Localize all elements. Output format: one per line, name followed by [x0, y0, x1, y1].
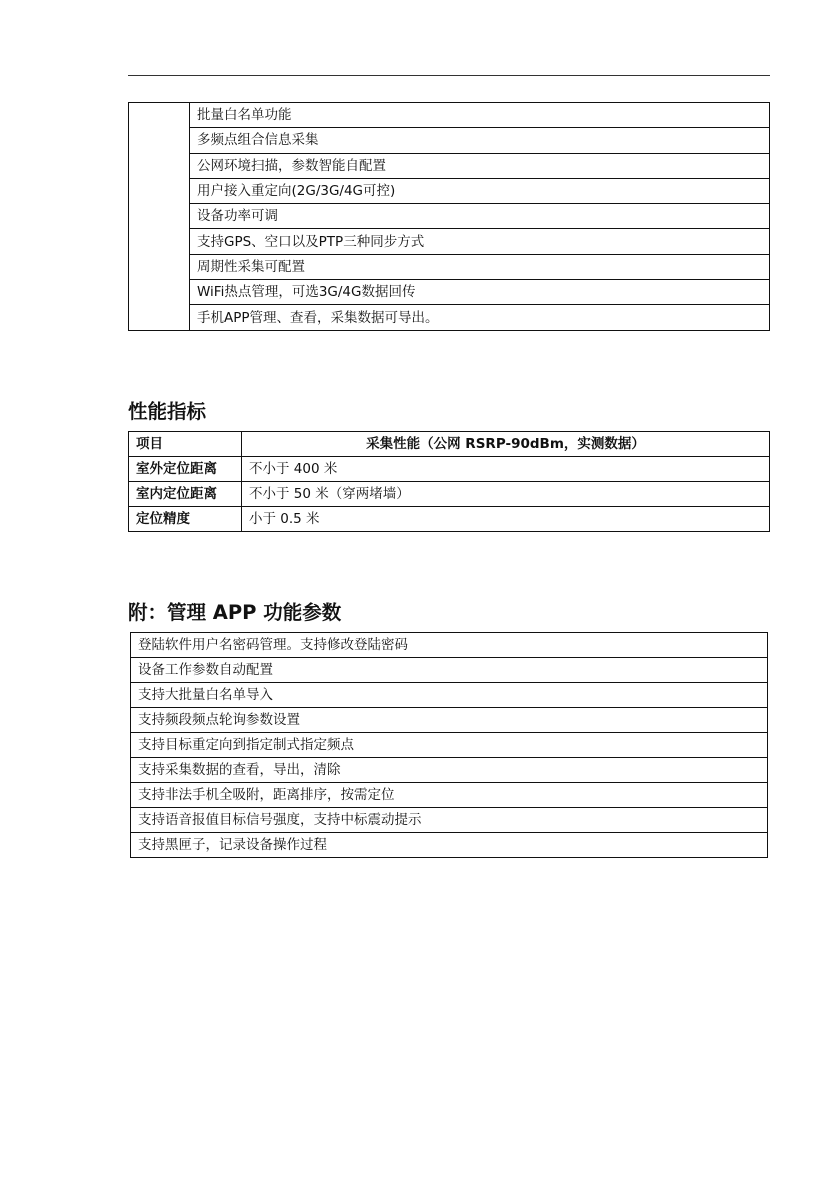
app-param-cell: 支持黑匣子，记录设备操作过程 — [131, 833, 768, 858]
table-row — [131, 658, 768, 683]
table-row — [131, 783, 768, 808]
table-row — [131, 633, 768, 658]
app-params-heading: 附：管理 APP 功能参数 — [128, 601, 342, 624]
app-param-cell: 支持采集数据的查看，导出，清除 — [131, 758, 768, 783]
performance-table — [128, 431, 770, 532]
table-row — [129, 507, 770, 532]
header-cell-performance: 采集性能（公网 RSRP-90dBm，实测数据） — [242, 432, 770, 457]
performance-heading: 性能指标 — [128, 400, 207, 423]
table-row — [129, 204, 770, 229]
metric-label: 室外定位距离 — [129, 457, 242, 482]
table-row — [129, 229, 770, 254]
feature-cell: WiFi热点管理，可选3G/4G数据回传 — [190, 280, 770, 305]
table-row — [129, 153, 770, 178]
table-row — [131, 758, 768, 783]
app-param-cell: 支持频段频点轮询参数设置 — [131, 708, 768, 733]
feature-cell: 多频点组合信息采集 — [190, 128, 770, 153]
feature-cell: 支持GPS、空口以及PTP三种同步方式 — [190, 229, 770, 254]
blank-merged-cell — [129, 103, 190, 331]
feature-cell: 周期性采集可配置 — [190, 254, 770, 279]
header-rule — [128, 75, 770, 76]
metric-value: 不小于 400 米 — [242, 457, 770, 482]
feature-cell: 设备功率可调 — [190, 204, 770, 229]
app-param-cell: 支持语音报值目标信号强度，支持中标震动提示 — [131, 808, 768, 833]
metric-label: 定位精度 — [129, 507, 242, 532]
metric-value: 不小于 50 米（穿两堵墙） — [242, 482, 770, 507]
table-row — [131, 833, 768, 858]
table-row — [131, 708, 768, 733]
table-row — [129, 103, 770, 128]
table-row — [131, 683, 768, 708]
table-row — [129, 305, 770, 330]
app-param-cell: 登陆软件用户名密码管理。支持修改登陆密码 — [131, 633, 768, 658]
table-header-row — [129, 432, 770, 457]
table-row — [129, 128, 770, 153]
metric-value: 小于 0.5 米 — [242, 507, 770, 532]
feature-cell: 手机APP管理、查看，采集数据可导出。 — [190, 305, 770, 330]
app-param-cell: 支持大批量白名单导入 — [131, 683, 768, 708]
features-table — [128, 102, 770, 331]
app-params-table — [130, 632, 768, 858]
feature-cell: 用户接入重定向(2G/3G/4G可控) — [190, 178, 770, 203]
feature-cell: 公网环境扫描，参数智能自配置 — [190, 153, 770, 178]
table-row — [131, 808, 768, 833]
table-row — [129, 254, 770, 279]
app-param-cell: 设备工作参数自动配置 — [131, 658, 768, 683]
app-param-cell: 支持目标重定向到指定制式指定频点 — [131, 733, 768, 758]
app-param-cell: 支持非法手机全吸附，距离排序，按需定位 — [131, 783, 768, 808]
table-row — [129, 280, 770, 305]
table-row — [129, 178, 770, 203]
table-row — [129, 482, 770, 507]
table-row — [129, 457, 770, 482]
metric-label: 室内定位距离 — [129, 482, 242, 507]
header-cell-item: 项目 — [129, 432, 242, 457]
feature-cell: 批量白名单功能 — [190, 103, 770, 128]
table-row — [131, 733, 768, 758]
